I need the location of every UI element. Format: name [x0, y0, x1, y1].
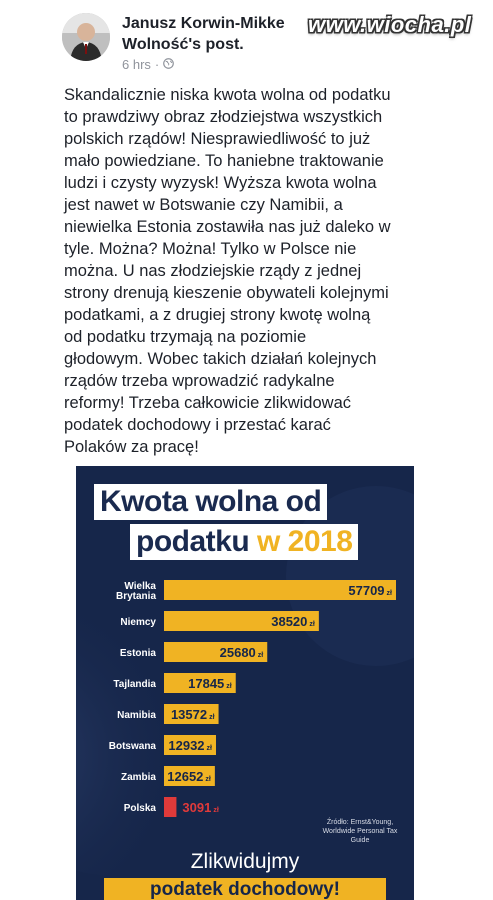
value-label: 12652 zł: [167, 769, 211, 784]
bottom-line-2: podatek dochodowy!: [104, 878, 386, 900]
post-text-line: podatkami, a z drugiej strony kwotę wolną: [64, 306, 371, 324]
post-body: [64, 84, 436, 458]
value-label: 38520 zł: [271, 614, 315, 629]
author-name[interactable]: Janusz Korwin-Mikke: [122, 15, 285, 32]
post-text-line: ludzi i czysty wyzysk! Wyższa kwota wolna: [64, 174, 377, 192]
post-text-line: Polaków za pracę!: [64, 438, 199, 456]
category-label: Polska: [123, 803, 156, 814]
watermark: www.wiocha.pl: [308, 12, 472, 37]
post-text-line: reformy! Trzeba całkowicie zlikwidować: [64, 394, 352, 412]
value-label: 25680 zł: [219, 645, 264, 660]
infographic: [76, 466, 414, 900]
post-type[interactable]: Wolność's post.: [122, 36, 244, 53]
avatar-image: [62, 13, 110, 61]
bar-chart: [76, 574, 414, 834]
post-text-line: niewielka Estonia zostawiła nas już daleko w: [64, 218, 391, 236]
meta-separator: ·: [154, 57, 160, 72]
category-label: Niemcy: [120, 617, 156, 628]
bottom-line-1: Zlikwidujmy: [190, 850, 300, 873]
title-line-1: Kwota wolna od: [94, 484, 327, 520]
avatar[interactable]: [62, 13, 110, 61]
category-label: Wielka Brytania: [115, 581, 156, 602]
post-text-line: polskich rządów! Niesprawiedliwość to już: [64, 130, 371, 148]
bar-polska: [164, 797, 176, 817]
value-label: 12932 zł: [168, 738, 212, 753]
category-label: Estonia: [119, 648, 156, 659]
post-text-line: jest nawet w Botswanie czy Namibii, a: [64, 196, 343, 214]
post-text-line: Skandalicznie niska kwota wolna od podatku: [64, 86, 391, 104]
globe-icon: [163, 57, 174, 72]
title-line-2-b: w 2018: [257, 525, 353, 558]
post-text-line: tyle. Można? Można! Tylko w Polsce nie: [64, 240, 357, 258]
value-label: 13572 zł: [170, 707, 215, 722]
post-text-line: mało powiedziane. To haniebne traktowanie: [64, 152, 384, 170]
category-label: Botswana: [108, 741, 156, 752]
title-line-2-a: podatku: [136, 525, 250, 558]
value-label: 3091 zł: [182, 800, 219, 815]
category-label: Tajlandia: [113, 679, 156, 690]
title-line-2: [130, 524, 358, 560]
post-text-line: od podatku trzymają na poziomie: [64, 328, 307, 346]
post-text-line: strony drenują kieszenie obywateli kolejnymi: [64, 284, 389, 302]
post-text-line: można. U nas złodziejskie rządy z jednej: [64, 262, 362, 280]
post-time[interactable]: 6 hrs: [122, 57, 151, 72]
post-text-line: głodowym. Wobec takich działań kolejnych: [64, 350, 377, 368]
source-note: Źródło: Ernst&Young, Worldwide Personal Tax Guide: [322, 819, 398, 844]
post-text-line: rządów trzeba wprowadzić radykalne: [64, 372, 335, 390]
value-label: 57709 zł: [348, 583, 392, 598]
post-meta: [122, 57, 174, 72]
post-text-line: podatek dochodowy i przestać karać: [64, 416, 331, 434]
category-label: Zambia: [120, 772, 156, 783]
value-label: 17845 zł: [188, 676, 232, 691]
post-header: [0, 0, 493, 80]
post-text-line: to prawdziwy obraz złodziejstwa wszystkich: [64, 108, 383, 126]
category-label: Namibia: [117, 710, 156, 721]
